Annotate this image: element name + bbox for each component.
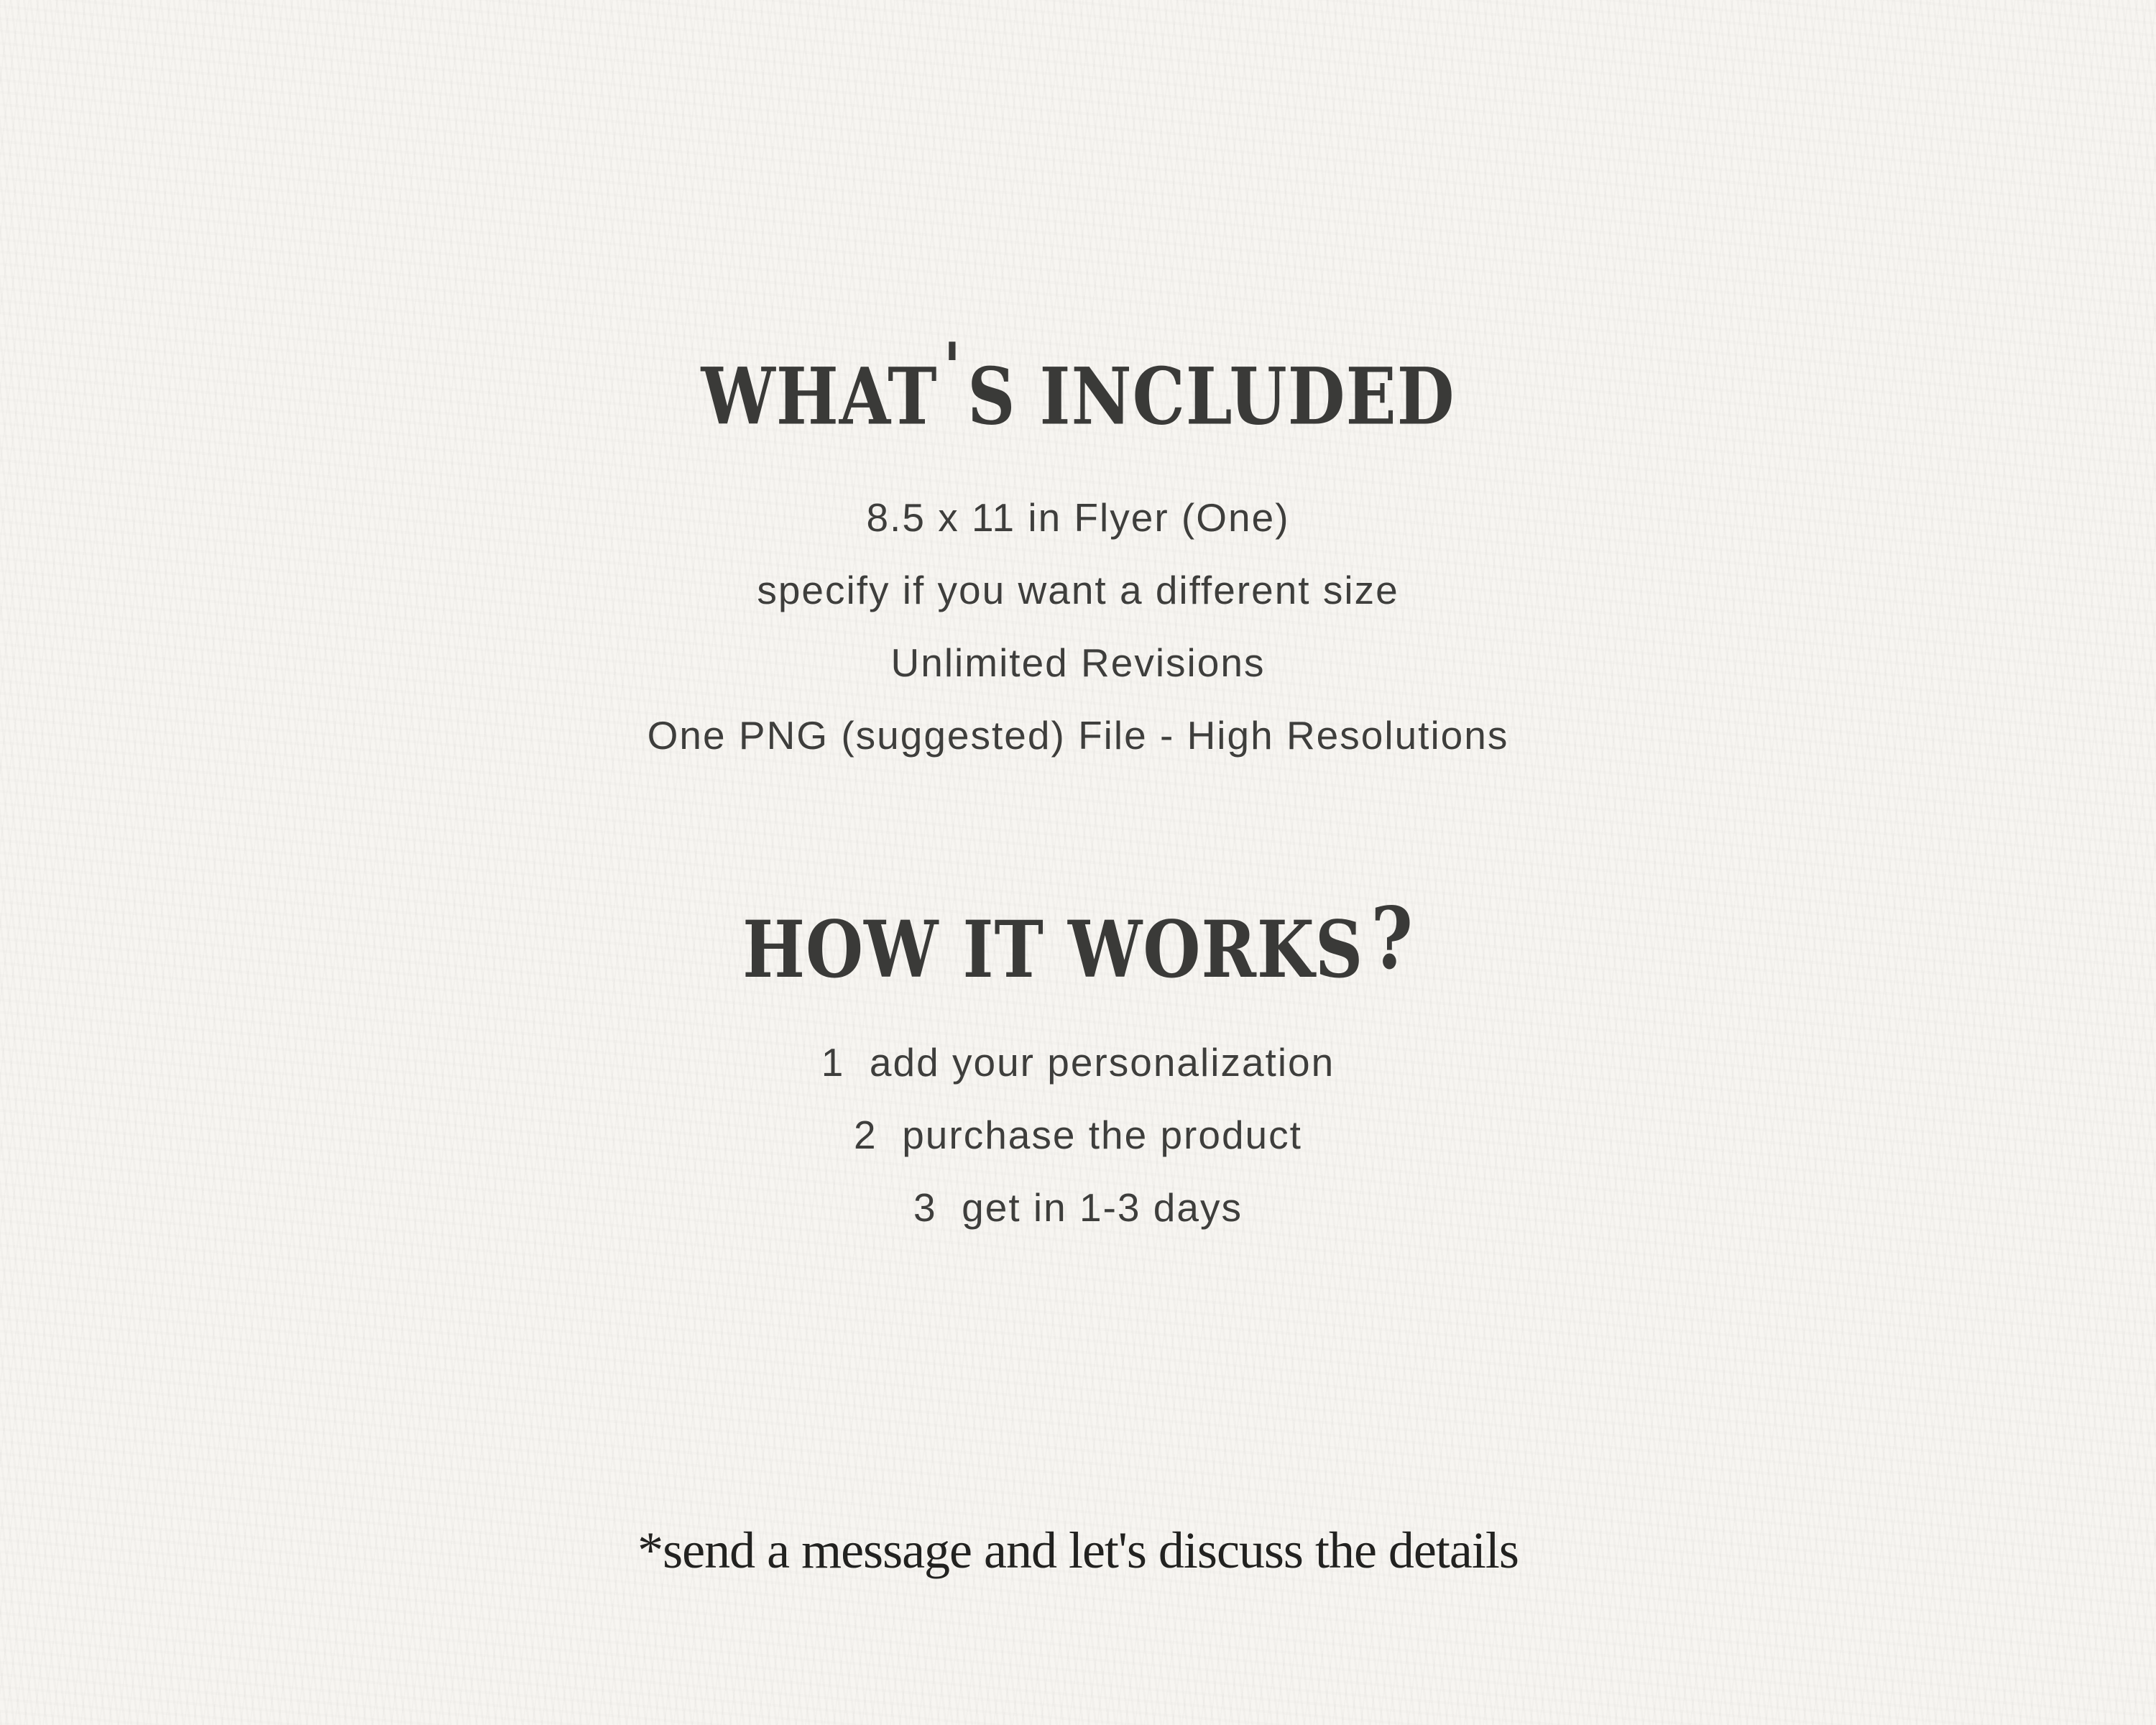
how-it-works-question-mark: ?: [1370, 888, 1414, 989]
how-it-works-heading: [0, 888, 2156, 997]
whats-included-title-part2: S INCLUDED: [967, 351, 1455, 443]
whats-included-title-part1: WHAT: [701, 351, 938, 443]
step-item: 2 purchase the product: [854, 1113, 1302, 1157]
included-item-revisions: Unlimited Revisions: [890, 640, 1266, 685]
included-item-file: One PNG (suggested) File - High Resolutions: [647, 713, 1509, 758]
footer-note: *send a message and let's discuss the details: [637, 1522, 1519, 1579]
step-item: 1 add your personalization: [821, 1040, 1335, 1085]
included-item-size: 8.5 x 11 in Flyer (One): [866, 495, 1290, 540]
how-it-works-title: HOW IT WORKS: [742, 903, 1364, 995]
whats-included-heading: [0, 328, 2156, 443]
included-item-different-size: specify if you want a different size: [757, 568, 1399, 612]
whats-included-apostrophe: ': [943, 328, 962, 408]
step-item: 3 get in 1-3 days: [913, 1185, 1243, 1230]
